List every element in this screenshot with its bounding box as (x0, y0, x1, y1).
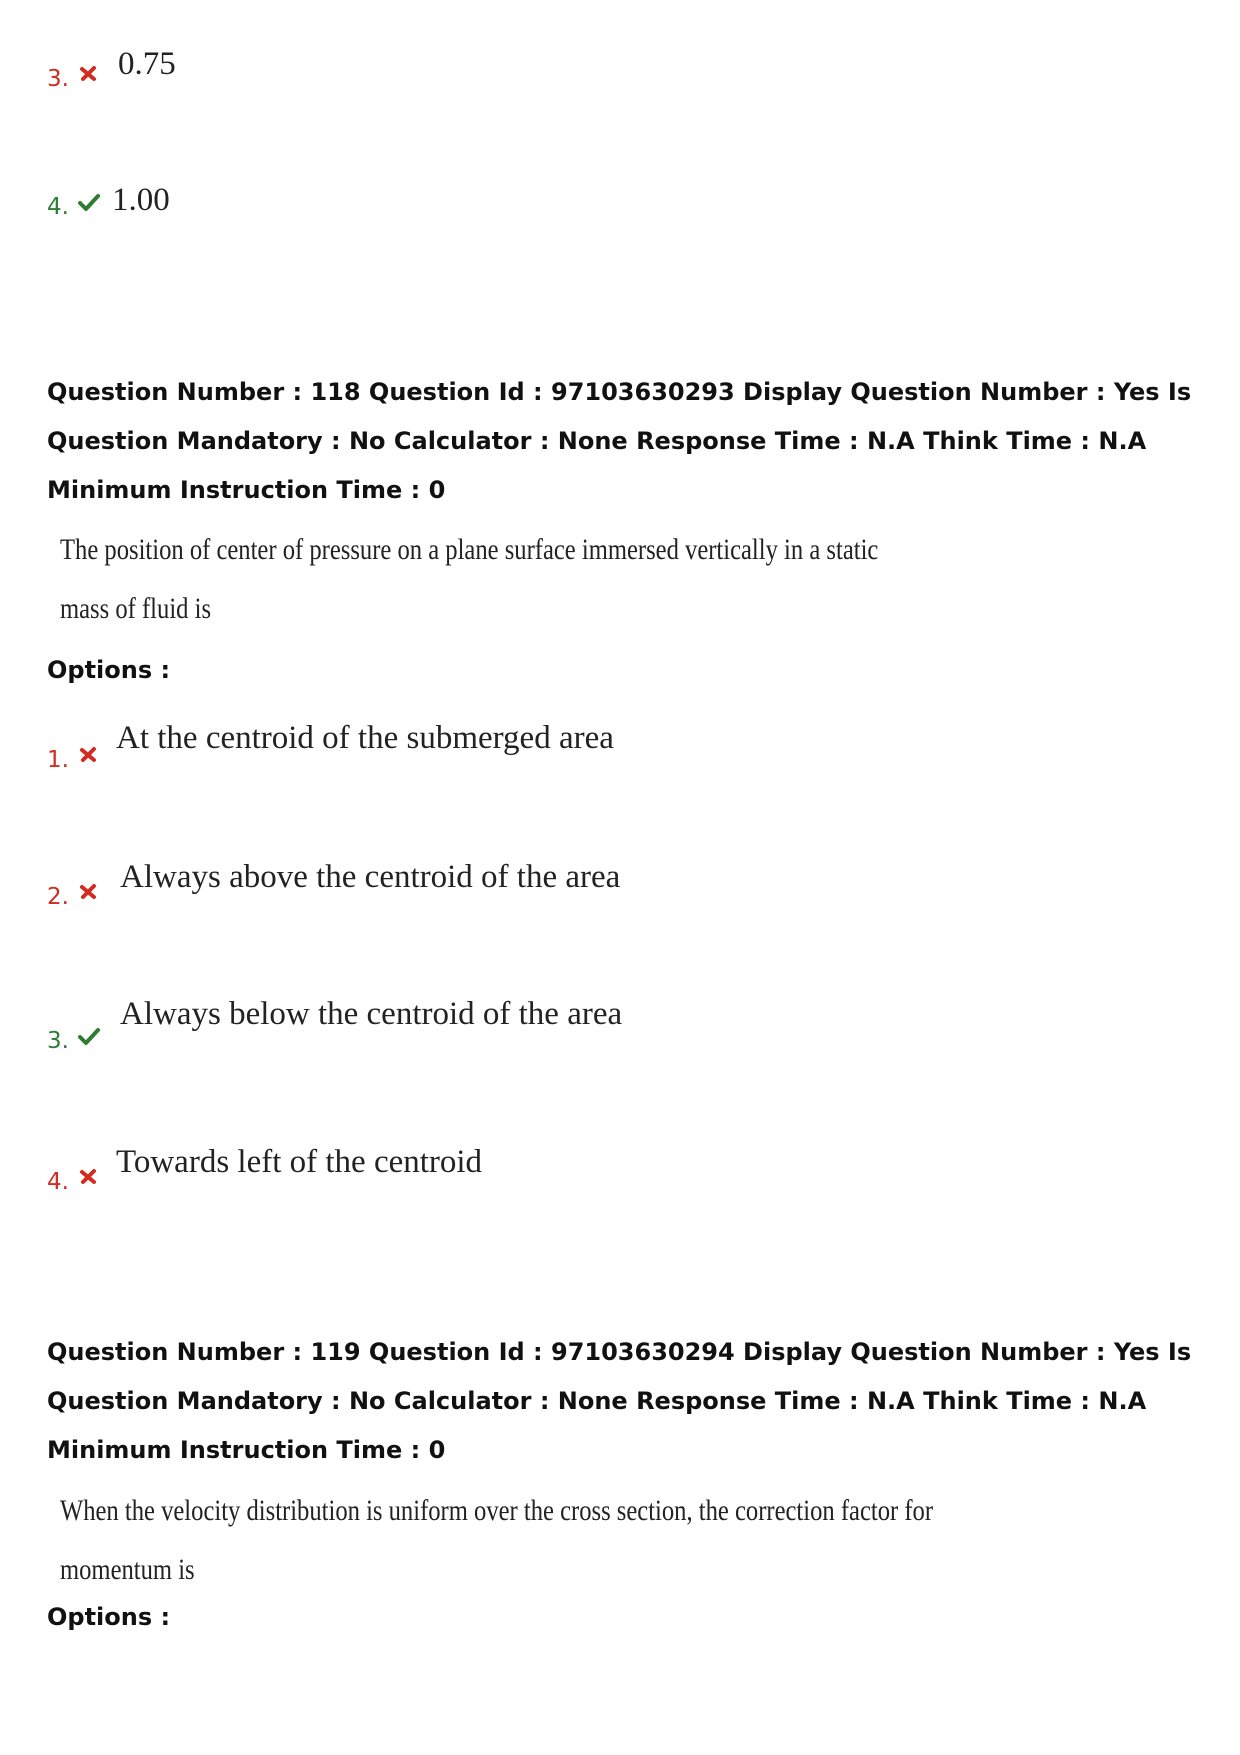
option-row (47, 190, 115, 220)
option-number: 2. (47, 884, 69, 910)
option-number: 3. (47, 66, 69, 92)
option-text: At the centroid of the submerged area (116, 720, 614, 756)
check-icon (77, 190, 101, 214)
option-text: Always below the centroid of the area (120, 996, 623, 1032)
option-row (47, 62, 115, 92)
option-text: Towards left of the centroid (116, 1144, 483, 1180)
check-icon (77, 1024, 101, 1048)
option-row (47, 743, 115, 773)
option-row (47, 880, 115, 910)
option-number: 1. (47, 747, 69, 773)
options-label: Options : (47, 656, 171, 684)
options-label: Options : (47, 1603, 171, 1631)
question-text-line: When the velocity distribution is uniform over the cross section, the correction factor for (60, 1494, 934, 1527)
option-row (47, 1024, 115, 1054)
option-text: 1.00 (112, 182, 170, 218)
option-number: 3. (47, 1028, 69, 1054)
option-text: 0.75 (118, 46, 176, 82)
cross-icon (77, 880, 101, 904)
cross-icon (77, 1165, 101, 1189)
question-header: Question Number : 119 Question Id : 97103630294 Display Question Number : Yes Is Question Mandatory : No Calculator : None Response Time : N.A Think Time : N.A Minimum Instruction Time : 0 (47, 1338, 1192, 1464)
question-text-line: mass of fluid is (60, 592, 212, 625)
option-number: 4. (47, 194, 69, 220)
option-text: Always above the centroid of the area (120, 859, 621, 895)
option-row (47, 1165, 115, 1195)
question-text-line: momentum is (60, 1553, 195, 1586)
question-header: Question Number : 118 Question Id : 97103630293 Display Question Number : Yes Is Question Mandatory : No Calculator : None Response Time : N.A Think Time : N.A Minimum Instruction Time : 0 (47, 378, 1192, 504)
question-text-line: The position of center of pressure on a plane surface immersed vertically in a static (60, 533, 879, 566)
cross-icon (77, 62, 101, 86)
option-number: 4. (47, 1169, 69, 1195)
cross-icon (77, 743, 101, 767)
